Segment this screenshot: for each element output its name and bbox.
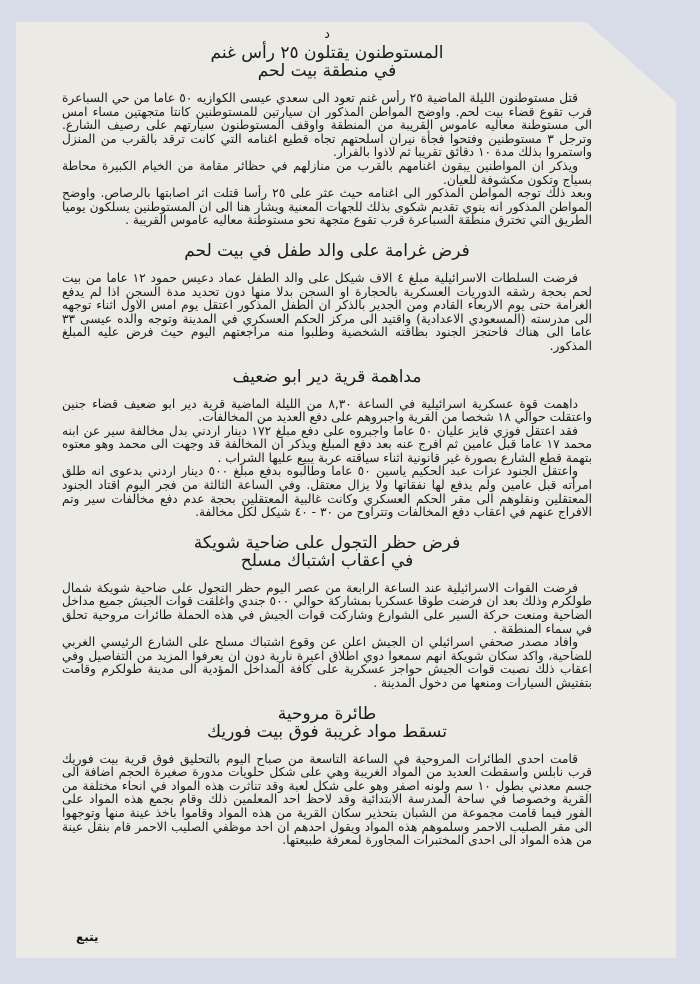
article-headline: فرض حظر التجول على ضاحية شويكة في اعقاب اشتباك مسلح (193, 532, 461, 571)
article-paragraph: ويذكر ان المواطنين يبقون اغنامهم بالقرب من منازلهم في حظائر مقامة من الخيام الكبيرة محاطة بسياج وتكون مكشوفة للعيان. (62, 158, 592, 187)
article-paragraph: فرضت السلطات الاسرائيلية مبلغ ٤ الاف شيكل على والد الطفل عماد دعيس حمود ١٢ عاما من بيت لحم بحجة رشقه الدوريات العسكرية بالحجارة او السجن بدلا منها دون تحديد مدة السجن اذا لم يدفع الغرامة حتى يوم الاربعاء القادم ومن الجدير بالذكر ان الطفل المذكور اعتقل يوم امس الاول اثناء توجهه الى مدرسته (المسعودي الاعدادية) واقتيد الى مركز الحكم العسكري في المدينة وتوجه والده عيسى ٣٣ عاما الى هناك فاحتجز الجنود بطاقته الشخصية وطلبوا منه مراجعتهم اليوم حيث فرض عليه المبلغ المذكور. (62, 270, 592, 353)
article-paragraph: وبعد ذلك توجه المواطن المذكور الى اغنامه حيث عثر على ٢٥ رأسا قتلت اثر اصابتها بالرصاص. واوضح المواطن المذكور انه ينوي تقديم شكوى بذلك للجهات المعنية ويشار هنا الى ان المستوطنين يسلكون يوميا الطريق التي تخترق منطقة السباعرة قرب تقوع متجهة نحو مستوطنة معاليه عاموس القريبة . (62, 186, 592, 228)
article-paragraph: واعتقل الجنود عزات عبد الحكيم ياسين ٥٠ عاما وطالبوه بدفع مبلغ ٥٠٠ دينار اردني بدعوى انه طلق امرأته قبل عامين ولم يدفع لها نفقاتها ولا يزال معتقل. وفي الساعة الثالثة من فجر اليوم اقتاد الجنود المعتقلين ونقلوهم الى مقر الحكم العسكري وكانت غالبية المعتقلين بحجة عدم دفع مخالفات سير وتم الافراج عنهم في اعقاب دفع المخالفات وتتراوح من ٣٠ - ٤٠ شيكل لكل مخالفة. (62, 464, 592, 520)
continued-label: يتبع (76, 930, 99, 944)
article-raid-deir-abu-daif (62, 368, 592, 520)
article-headline: طائرة مروحية تسقط مواد غريبة فوق بيت فوريك (207, 703, 447, 742)
article-fine-on-father (62, 242, 592, 354)
document-content (62, 28, 592, 862)
article-headline: فرض غرامة على والد طفل في بيت لحم (184, 240, 470, 261)
article-paragraph: وافاد مصدر صحفي اسرائيلي ان الجيش اعلن عن وقوع اشتباك مسلح على الشارع الرئيسي الغربي للضاحية، واكد سكان شويكة انهم سمعوا دوي اطلاق اعيرة نارية دون ان يعرفوا المزيد من التفاصيل وفي اعقاب ذلك نصبت قوات الجيش حواجز عسكرية على كافة المداخل المؤدية الى مدينة طولكرم وقامت بتفتيش السيارات ومنعها من دخول المدينة . (62, 635, 592, 690)
article-settlers-kill-sheep (62, 44, 592, 228)
article-paragraph: داهمت قوة عسكرية اسرائيلية في الساعة ٨,٣٠ من الليلة الماضية قرية دير ابو ضعيف قضاء جنين واعتقلت حوالي ١٨ شخصا من القرية واجبروهم على دفع العديد من المخالفات. (62, 396, 592, 425)
article-curfew-shweika (62, 534, 592, 691)
article-paragraph: قامت احدى الطائرات المروحية في الساعة التاسعة من صباح اليوم بالتحليق فوق قرية بيت فوريك قرب نابلس واسقطت العديد من المواد الغريبة وهي على شكل حلويات مدورة صغيرة الحجم اضافة الى جسم معدني بطول ١٠ سم ولونه اصفر وهو على شكل لعبة وقد تناثرت هذه المواد في انحاء مختلفة من القرية وخصوصا في ساحة المدرسة الابتدائية وقد لاحظ احد المعلمين ذلك وقام بجمع هذه المواد على الفور فيما قامت مجموعة من الشبان بتحذير سكان القرية من هذه المواد وقاموا باخذ عينة منها وتوجهوا الى مقر الصليب الاحمر وسلموهم هذه المواد ويقول احدهم ان احد موظفي الصليب الاحمر قام بنقل عينة من هذه المواد الى احدى المختبرات المجاورة لمعرفة طبيعتها. (62, 751, 593, 848)
article-paragraph: فرضت القوات الاسرائيلية عند الساعة الرابعة من عصر اليوم حظر التجول على ضاحية شويكة شمال طولكرم وذلك بعد ان فرضت طوقا عسكريا بمشاركة حوالي ٥٠٠ جندي واغلقت قوات الجيش جميع مداخل الضاحية ومنعت حركة السير على الشوارع وشاركت قوات الجيش في هذه الحملة طائرات مروحية تحلق في سماء المنطقة . (62, 580, 592, 636)
page-marker: د (324, 27, 330, 42)
article-headline: مداهمة قرية دير ابو ضعيف (232, 366, 422, 387)
article-paragraph: قتل مستوطنون الليلة الماضية ٢٥ رأس غنم تعود الى سعدي عيسى الكوازيه ٥٠ عاما من حي السباعرة قرب تقوع قضاء بيت لحم. واوضح المواطن المذكور ان سيارتين للمستوطنين كانتا متجهتين مساء امس الى مستوطنة معاليه عاموس القريبة من المنطقة واوقف المستوطنون سيارتهم على رصيف الشارع. وترجل ٣ مستوطنين وفتحوا فجأة نيران اسلحتهم تجاه قطيع اغنامه التي كانت ترقد بالقرب من المنزل واستمروا بذلك مدة ١٠ دقائق تقريبا ثم لاذوا بالفرار. (62, 91, 593, 160)
article-helicopter-beit-furik (62, 705, 592, 848)
article-headline: المستوطنون يقتلون ٢٥ رأس غنم في منطقة بيت لحم (210, 43, 444, 81)
article-paragraph: فقد اعتقل فوزي فايز عليان ٥٠ عاما واجبروه على دفع مبلغ ١٧٢ دينار اردني بدل مخالفة سير عن ابنه محمد ١٧ عاما قبل عامين ثم افرج عنه بعد دفع المبلغ ويذكر ان المخالفة قد وجهت الى محمد وهو معتوه بتهمة قطع الشارع بصورة غير قانونية اثناء سياقته عربة يبيع عليها الشراب . (62, 423, 592, 465)
bleed-through-text (46, 902, 49, 918)
